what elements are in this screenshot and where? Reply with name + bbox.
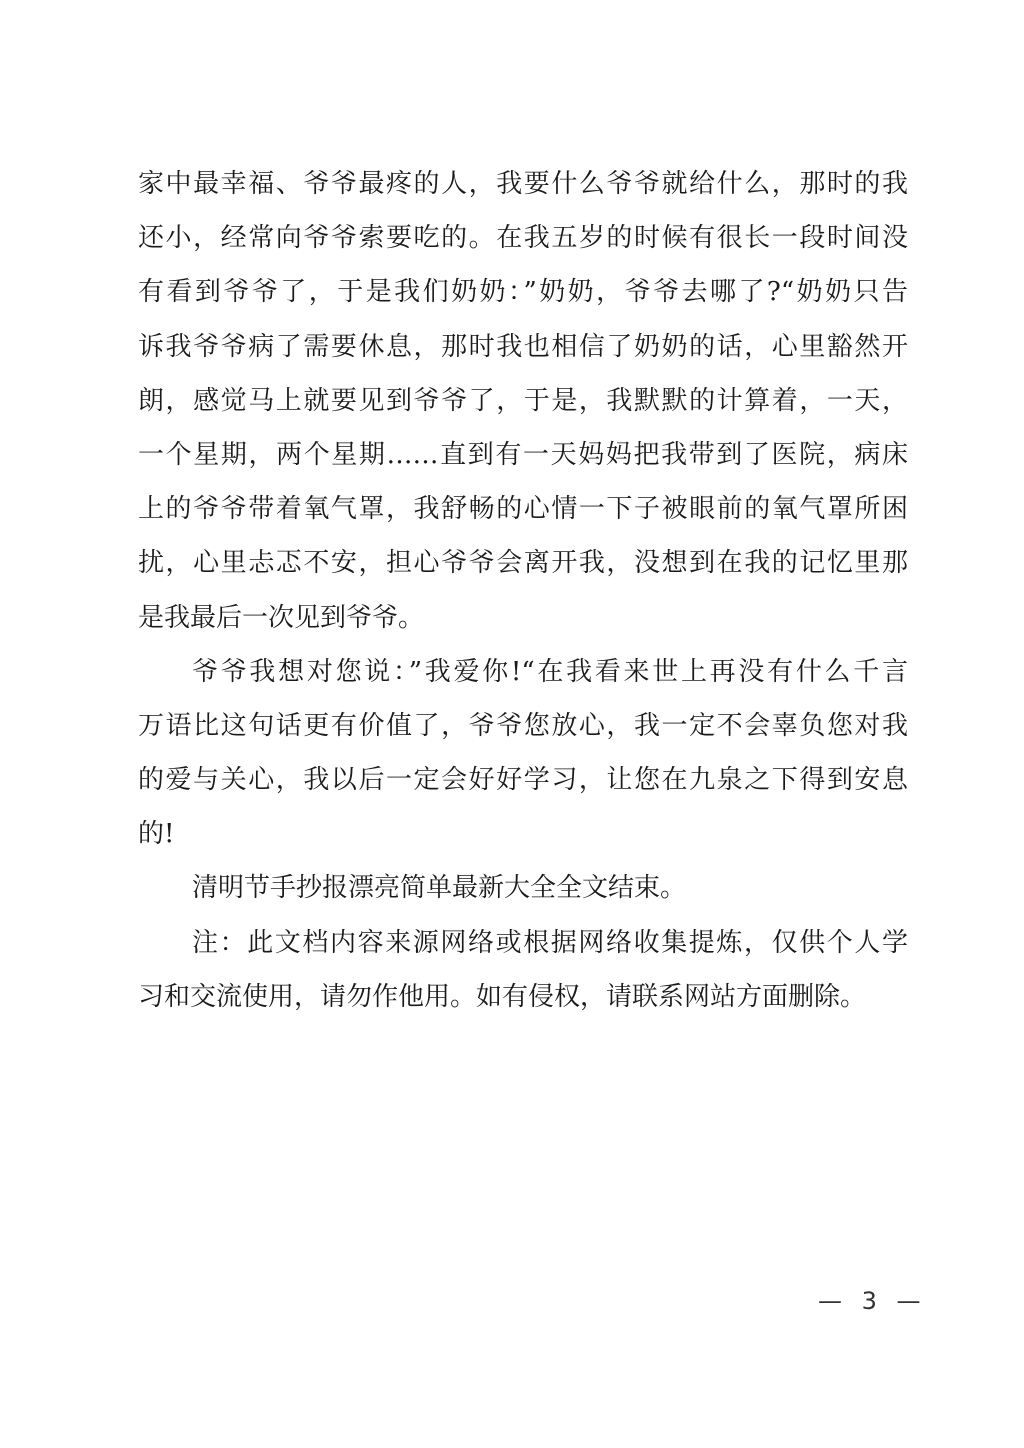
text-line: 上的爷爷带着氧气罩，我舒畅的心情一下子被眼前的氧气罩所困 xyxy=(138,494,908,525)
page-number: — 3 — xyxy=(818,1287,927,1315)
paragraph-1 xyxy=(138,157,908,645)
text-line: 朗，感觉马上就要见到爷爷了，于是，我默默的计算着，一天， xyxy=(138,385,908,416)
body-text xyxy=(138,157,908,1024)
text-line: 万语比这句话更有价值了，爷爷您放心，我一定不会辜负您对我 xyxy=(138,710,908,741)
paragraph-3 xyxy=(138,861,908,915)
text-line: 一个星期，两个星期……直到有一天妈妈把我带到了医院，病床 xyxy=(138,439,908,470)
text-line: 的爱与关心，我以后一定会好好学习，让您在九泉之下得到安息 xyxy=(138,765,908,796)
text-line: 有看到爷爷了，于是我们奶奶：”奶奶，爷爷去哪了?“奶奶只告 xyxy=(138,277,908,308)
paragraph-2 xyxy=(138,645,908,862)
paragraph-4-note xyxy=(138,916,908,1024)
text-line: 是我最后一次见到爷爷。 xyxy=(138,602,425,633)
text-line: 的! xyxy=(138,819,175,850)
text-line: 爷爷我想对您说：”我爱你!“在我看来世上再没有什么千言 xyxy=(192,656,908,687)
text-line: 诉我爷爷病了需要休息，那时我也相信了奶奶的话，心里豁然开 xyxy=(138,331,908,362)
text-line: 扰，心里忐忑不安，担心爷爷会离开我，没想到在我的记忆里那 xyxy=(138,548,908,579)
text-line: 清明节手抄报漂亮简单最新大全全文结束。 xyxy=(192,873,687,904)
text-line: 还小，经常向爷爷索要吃的。在我五岁的时候有很长一段时间没 xyxy=(138,223,908,254)
text-line: 注：此文档内容来源网络或根据网络收集提炼，仅供个人学 xyxy=(192,927,908,958)
text-line: 家中最幸福、爷爷最疼的人，我要什么爷爷就给什么，那时的我 xyxy=(138,169,908,199)
text-line: 习和交流使用，请勿作他用。如有侵权，请联系网站方面删除。 xyxy=(138,981,867,1012)
